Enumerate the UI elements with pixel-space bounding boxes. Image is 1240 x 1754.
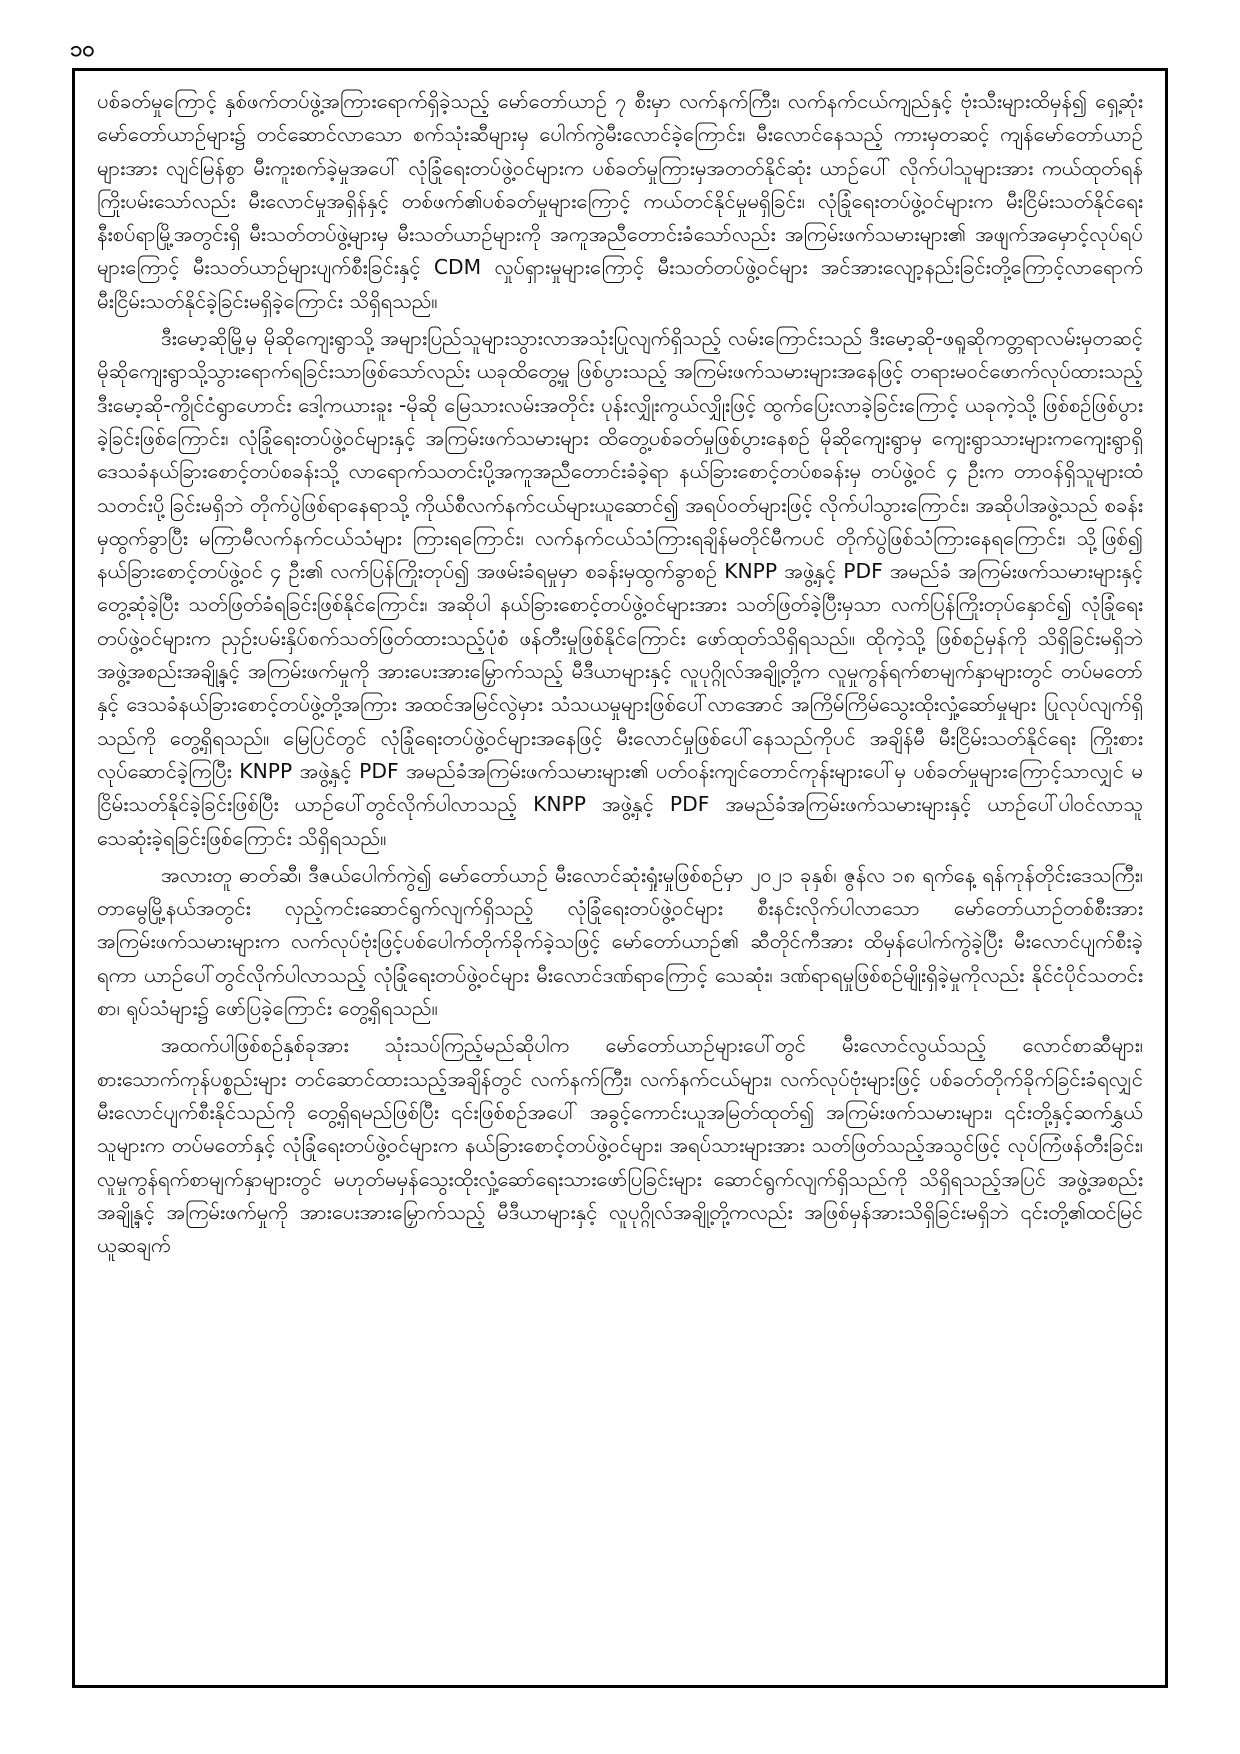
page-number: ၁၀ — [70, 37, 95, 62]
paragraph-4: အထက်ပါဖြစ်စဉ်နှစ်ခုအား သုံးသပ်ကြည့်မည်ဆိုပါက မော်တော်ယာဉ်များပေါ်တွင် မီးလောင်လွယ်သည့် လောင်စာဆီများ၊ စားသောက်ကုန်ပစ္စည်းများ တင်ဆောင်ထားသည့်အချိန်တွင် လက်နက်ကြီး၊ လက်နက်ငယ်များ၊ လက်လုပ်ဗုံးများဖြင့် ပစ်ခတ်တိုက်ခိုက်ခြင်းခံရလျှင် မီးလောင်ပျက်စီးနိုင်သည်ကို တွေ့ရှိရမည်ဖြစ်ပြီး ၎င်းဖြစ်စဉ်အပေါ် အခွင့်ကောင်းယူအမြတ်ထုတ်၍ အကြမ်းဖက်သမားများ၊ ၎င်းတို့နှင့်ဆက်နွှယ်သူများက တပ်မတော်နှင့် လုံခြုံရေးတပ်ဖွဲ့ဝင်များက နယ်ခြားစောင့်တပ်ဖွဲ့ဝင်များ၊ အရပ်သားများအား သတ်ဖြတ်သည့်အသွင်ဖြင့် လုပ်ကြံဖန်တီးခြင်း၊ လူမှုကွန်ရက်စာမျက်နှာများတွင် မဟုတ်မမှန်သွေးထိုးလှုံ့ဆော်ရေးသားဖော်ပြခြင်းများ ဆောင်ရွက်လျက်ရှိသည်ကို သိရှိရသည့်အပြင် အဖွဲ့အစည်းအချို့နှင့် အကြမ်းဖက်မှုကို အားပေးအားမြှောက်သည့် မီဒီယာများနှင့် လူပုဂ္ဂိုလ်အချို့တို့ကလည်း အဖြစ်မှန်အားသိရှိခြင်းမရှိဘဲ ၎င်းတို့၏ထင်မြင်ယူဆချက် — [97, 1033, 1143, 1258]
paragraph-3: အလားတူ ဓာတ်ဆီ၊ ဒီဇယ်ပေါက်ကွဲ၍ မော်တော်ယာဉ် မီးလောင်ဆုံးရှုံးမှုဖြစ်စဉ်မှာ ၂၀၂၁ ခုနှစ်၊ ဇွန်လ ၁၈ ရက်နေ့ ရန်ကုန်တိုင်းဒေသကြီး၊ တာမွေမြို့နယ်အတွင်း လှည့်ကင်းဆောင်ရွက်လျက်ရှိသည့် လုံခြုံရေးတပ်ဖွဲ့ဝင်များ စီးနင်းလိုက်ပါလာသော မော်တော်ယာဉ်တစ်စီးအား အကြမ်းဖက်သမားများက လက်လုပ်ဗုံးဖြင့်ပစ်ပေါက်တိုက်ခိုက်ခဲ့သဖြင့် မော်တော်ယာဉ်၏ ဆီတိုင်ကီအား ထိမှန်ပေါက်ကွဲခဲ့ပြီး မီးလောင်ပျက်စီးခဲ့ရကာ ယာဉ်ပေါ်တွင်လိုက်ပါလာသည့် လုံခြုံရေးတပ်ဖွဲ့ဝင်များ မီးလောင်ဒဏ်ရာကြောင့် သေဆုံး၊ ဒဏ်ရာရမှုဖြစ်စဉ်မျိုးရှိခဲ့မှုကိုလည်း နိုင်ငံပိုင်သတင်းစာ၊ ရုပ်သံများ၌ ဖော်ပြခဲ့ကြောင်း တွေ့ရှိရသည်။ — [97, 862, 1143, 1021]
paragraph-1: ပစ်ခတ်မှုကြောင့် နှစ်ဖက်တပ်ဖွဲ့အကြားရောက်ရှိခဲ့သည့် မော်တော်ယာဉ် ၇ စီးမှာ လက်နက်ကြီး၊ လက်နက်ငယ်ကျည်နှင့် ဗုံးသီးများထိမှန်၍ ရှေ့ဆုံးမော်တော်ယာဉ်များ၌ တင်ဆောင်လာသော စက်သုံးဆီများမှ ပေါက်ကွဲမီးလောင်ခဲ့ကြောင်း၊ မီးလောင်နေသည့် ကားမှတဆင့် ကျန်မော်တော်ယာဉ်များအား လျင်မြန်စွာ မီးကူးစက်ခဲ့မှုအပေါ် လုံခြုံရေးတပ်ဖွဲ့ဝင်များက ပစ်ခတ်မှုကြားမှအတတ်နိုင်ဆုံး ယာဉ်ပေါ် လိုက်ပါသူများအား ကယ်ထုတ်ရန်ကြိုးပမ်းသော်လည်း မီးလောင်မှုအရှိန်နှင့် တစ်ဖက်၏ပစ်ခတ်မှုများကြောင့် ကယ်တင်နိုင်မှုမရှိခြင်း၊ လုံခြုံရေးတပ်ဖွဲ့ဝင်များက မီးငြိမ်းသတ်နိုင်ရေး နီးစပ်ရာမြို့အတွင်းရှိ မီးသတ်တပ်ဖွဲ့များမှ မီးသတ်ယာဉ်များကို အကူအညီတောင်းခံသော်လည်း အကြမ်းဖက်သမားများ၏ အဖျက်အမှောင့်လုပ်ရပ်များကြောင့် မီးသတ်ယာဉ်များပျက်စီးခြင်းနှင့် CDM လှုပ်ရှားမှုများကြောင့် မီးသတ်တပ်ဖွဲ့ဝင်များ အင်အားလျော့နည်းခြင်းတို့ကြောင့်လာရောက် မီးငြိမ်းသတ်နိုင်ခဲ့ခြင်းမရှိခဲ့ကြောင်း သိရှိရသည်။ — [97, 89, 1143, 313]
paragraph-2: ဒီးမော့ဆိုမြို့မှ မိုဆိုကျေးရွာသို့ အများပြည်သူများသွားလာအသုံးပြုလျက်ရှိသည့် လမ်းကြောင်းသည် ဒီးမော့ဆို-ဖရူဆိုကတ္တရာလမ်းမှတဆင့် မိုဆိုကျေးရွာသို့သွားရောက်ရခြင်းသာဖြစ်သော်လည်း ယခုထိတွေ့မှု ဖြစ်ပွားသည့် အကြမ်းဖက်သမားများအနေဖြင့် တရားမဝင်ဖောက်လုပ်ထားသည့် ဒီးမော့ဆို-ကွိုင်ငံရွာဟောင်း ဒေါ့ကယားခူး -မိုဆို မြေသားလမ်းအတိုင်း ပုန်းလျှိုးကွယ်လျှိုးဖြင့် ထွက်ပြေးလာခဲ့ခြင်းကြောင့် ယခုကဲ့သို့ ဖြစ်စဉ်ဖြစ်ပွားခဲ့ခြင်းဖြစ်ကြောင်း၊ လုံခြုံရေးတပ်ဖွဲ့ဝင်များနှင့် အကြမ်းဖက်သမားများ ထိတွေ့ပစ်ခတ်မှုဖြစ်ပွားနေစဉ် မိုဆိုကျေးရွာမှ ကျေးရွာသားများကကျေးရွာရှိ ဒေသခံနယ်ခြားစောင့်တပ်စခန်းသို့ လာရောက်သတင်းပို့အကူအညီတောင်းခံခဲ့ရာ နယ်ခြားစောင့်တပ်စခန်းမှ တပ်ဖွဲ့ဝင် ၄ ဦးက တာဝန်ရှိသူများထံ သတင်းပို့ခြင်းမရှိဘဲ တိုက်ပွဲဖြစ်ရာနေရာသို့ ကိုယ်စီလက်နက်ငယ်များယူဆောင်၍ အရပ်ဝတ်များဖြင့် လိုက်ပါသွားကြောင်း၊ အဆိုပါအဖွဲ့သည် စခန်းမှထွက်ခွာပြီး မကြာမီလက်နက်ငယ်သံများ ကြားရကြောင်း၊ လက်နက်ငယ်သံကြားရချိန်မတိုင်မီကပင် တိုက်ပွဲဖြစ်သံကြားနေရကြောင်း၊ သို့ဖြစ်၍ နယ်ခြားစောင့်တပ်ဖွဲ့ဝင် ၄ ဦး၏ လက်ပြန်ကြိုးတုပ်၍ အဖမ်းခံရမှုမှာ စခန်းမှထွက်ခွာစဉ် KNPP အဖွဲ့နှင့် PDF အမည်ခံ အကြမ်းဖက်သမားများနှင့် တွေ့ဆုံခဲ့ပြီး သတ်ဖြတ်ခံရခြင်းဖြစ်နိုင်ကြောင်း၊ အဆိုပါ နယ်ခြားစောင့်တပ်ဖွဲ့ဝင်များအား သတ်ဖြတ်ခဲ့ပြီးမှသာ လက်ပြန်ကြိုးတုပ်နှောင်၍ လုံခြုံရေးတပ်ဖွဲ့ဝင်များက ညှဉ်းပမ်းနှိပ်စက်သတ်ဖြတ်ထားသည့်ပုံစံ ဖန်တီးမှုဖြစ်နိုင်ကြောင်း ဖော်ထုတ်သိရှိရသည်။ ထိုကဲ့သို့ ဖြစ်စဉ်မှန်ကို သိရှိခြင်းမရှိဘဲ အဖွဲ့အစည်းအချို့နှင့် အကြမ်းဖက်မှုကို အားပေးအားမြှောက်သည့် မီဒီယာများနှင့် လူပုဂ္ဂိုလ်အချို့တို့က လူမှုကွန်ရက်စာမျက်နှာများတွင် တပ်မတော်နှင့် ဒေသခံနယ်ခြားစောင့်တပ်ဖွဲ့တို့အကြား အထင်အမြင်လွဲမှား သံသယမှုများဖြစ်ပေါ်လာအောင် အကြိမ်ကြိမ်သွေးထိုးလှုံ့ဆော်မှုများ ပြုလုပ်လျက်ရှိသည်ကို တွေ့ရှိရသည်။ မြေပြင်တွင် လုံခြုံရေးတပ်ဖွဲ့ဝင်များအနေဖြင့် မီးလောင်မှုဖြစ်ပေါ်နေသည်ကိုပင် အချိန်မီ မီးငြိမ်းသတ်နိုင်ရေး ကြိုးစားလုပ်ဆောင်ခဲ့ကြပြီး KNPP အဖွဲ့နှင့် PDF အမည်ခံအကြမ်းဖက်သမားများ၏ ပတ်ဝန်းကျင်တောင်ကုန်းများပေါ်မှ ပစ်ခတ်မှုများကြောင့်သာလျှင် မငြိမ်းသတ်နိုင်ခဲ့ခြင်းဖြစ်ပြီး ယာဉ်ပေါ်တွင်လိုက်ပါလာသည့် KNPP အဖွဲ့နှင့် PDF အမည်ခံအကြမ်းဖက်သမားများနှင့် ယာဉ်ပေါ်ပါဝင်လာသူ သေဆုံးခဲ့ရခြင်းဖြစ်ကြောင်း သိရှိရသည်။ — [97, 326, 1143, 850]
page-border-frame — [72, 68, 1168, 1688]
